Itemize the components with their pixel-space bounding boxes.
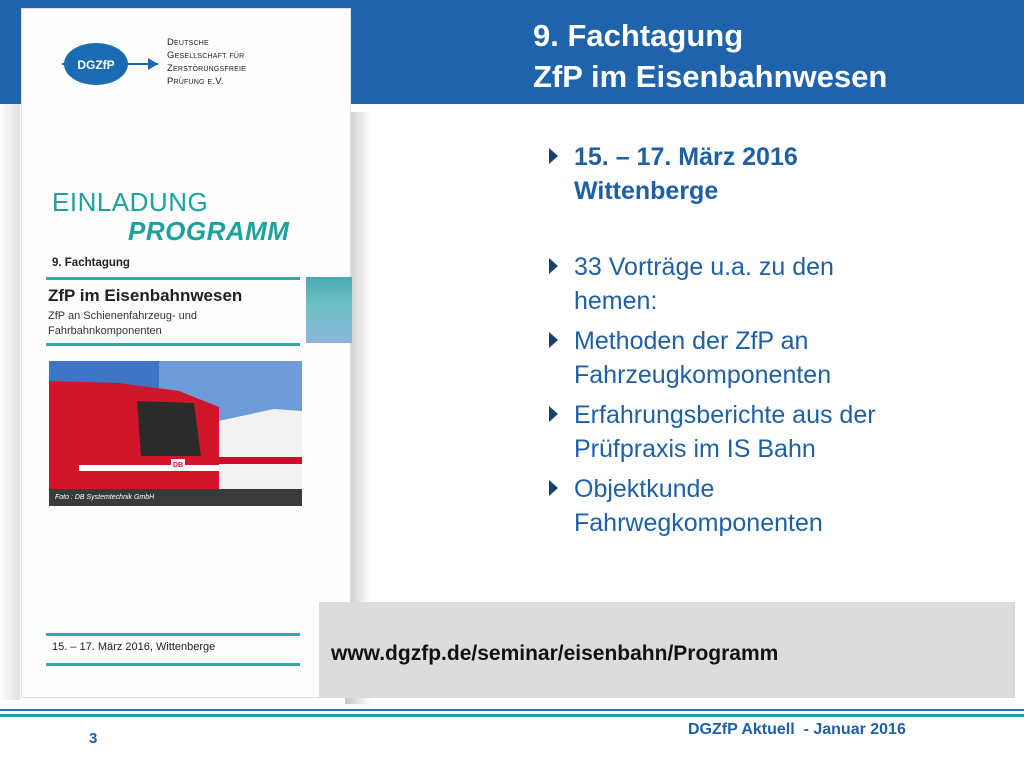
train-front-stripe: [79, 465, 219, 471]
left-shadow-stripe: [0, 104, 20, 700]
logo-text: DGZfP: [77, 58, 115, 72]
bullet-arrow-icon: [549, 332, 558, 348]
slide-title-line: ZfP im Eisenbahnwesen: [533, 59, 888, 94]
organisation-name: [167, 36, 246, 88]
bullet-line: Fahrwegkomponenten: [574, 509, 823, 537]
org-line: Gesellschaft für: [167, 50, 245, 61]
footer-text: DGZfP Aktuell - Januar 2016: [688, 721, 906, 738]
bullet-methods: [548, 324, 988, 392]
bullet-line: Fahrzeugkomponenten: [574, 361, 832, 389]
flyer-date-place: 15. – 17. März 2016, Wittenberge: [52, 641, 216, 653]
flyer-subtitle-line: ZfP an Schienenfahrzeug- und: [48, 310, 198, 322]
bullet-arrow-icon: [549, 406, 558, 422]
bullet-line: Prüfpraxis im IS Bahn: [574, 435, 816, 463]
footer-line-teal: [0, 714, 1024, 717]
bullet-line: Objektkunde: [574, 475, 715, 503]
bullet-arrow-icon: [549, 480, 558, 496]
flyer-programm: PROGRAMM: [128, 216, 290, 246]
page-number: 3: [89, 730, 98, 747]
bullet-line: Erfahrungsberichte aus der: [574, 401, 876, 429]
flyer-image: [21, 8, 351, 698]
dgzfp-logo: [60, 39, 160, 89]
org-line: Prüfung e.V.: [167, 76, 224, 87]
logo-arrow: [148, 58, 158, 70]
db-badge-text: DB: [172, 462, 184, 469]
bullet-list: [548, 140, 988, 540]
footer-line-blue: [0, 709, 1024, 711]
flyer-divider: [46, 277, 300, 280]
bullet-line: hemen:: [574, 287, 658, 315]
flyer-divider: [46, 633, 300, 636]
url-box: [319, 602, 1015, 698]
ice-train-stripe: [209, 457, 302, 464]
flyer-color-bar: [306, 277, 352, 343]
bullet-arrow-icon: [549, 258, 558, 274]
bullet-objects: [548, 472, 988, 540]
flyer-divider: [46, 663, 300, 666]
train-photo: [49, 361, 302, 506]
flyer-title: ZfP im Eisenbahnwesen: [48, 286, 243, 305]
flyer-divider: [46, 343, 300, 346]
slide-title: [533, 15, 887, 97]
bullet-line: 15. – 17. März 2016: [574, 143, 798, 171]
ice-train-body: [209, 409, 302, 499]
bullet-line: 33 Vorträge u.a. zu den: [574, 253, 834, 281]
flyer-subtitle-line: Fahrbahnkomponenten: [48, 325, 162, 337]
org-line: Deutsche: [167, 37, 209, 48]
flyer-subtitle: [48, 309, 197, 339]
bullet-line: Wittenberge: [574, 177, 719, 205]
org-line: Zerstörungsfreie: [167, 63, 247, 74]
bullet-reports: [548, 398, 988, 466]
bullet-talks: [548, 250, 988, 318]
train-illustration: [49, 361, 302, 506]
slide-title-line: 9. Fachtagung: [533, 18, 744, 53]
red-train-window: [137, 401, 201, 456]
bullet-date-location: [548, 140, 988, 208]
photo-credit: Foto : DB Systemtechnik GmbH: [55, 494, 155, 501]
flyer-fachtagung: 9. Fachtagung: [52, 257, 130, 269]
bullet-arrow-icon: [549, 148, 558, 164]
bullet-line: Methoden der ZfP an: [574, 327, 809, 355]
flyer-einladung: EINLADUNG: [52, 187, 209, 217]
program-url-link[interactable]: www.dgzfp.de/seminar/eisenbahn/Programm: [331, 642, 779, 665]
